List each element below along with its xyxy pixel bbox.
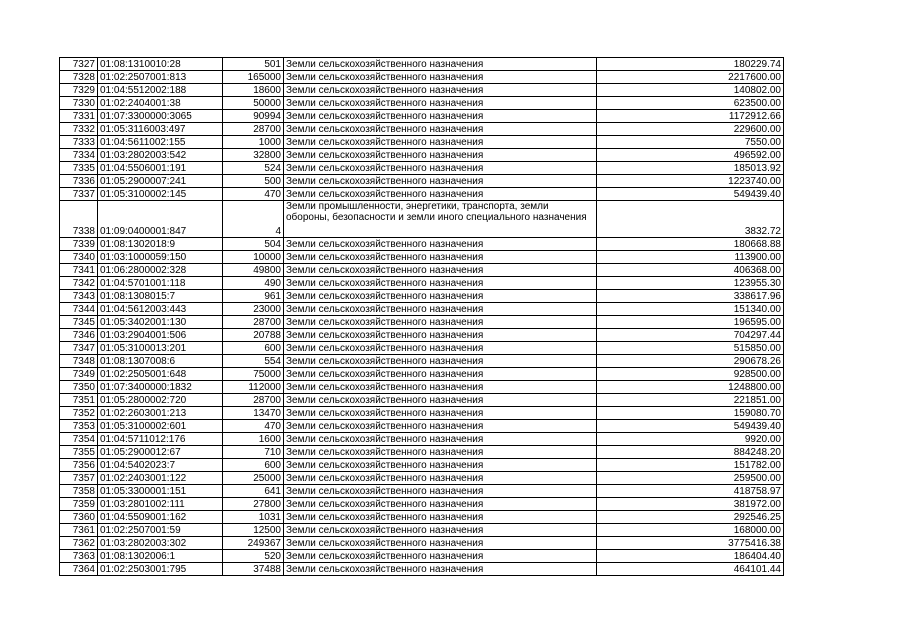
- land-category: Земли сельскохозяйственного назначения: [284, 290, 597, 303]
- area-value: 28700: [223, 316, 284, 329]
- row-number: 7348: [60, 355, 98, 368]
- land-category: Земли сельскохозяйственного назначения: [284, 511, 597, 524]
- area-value: 32800: [223, 149, 284, 162]
- area-value: 28700: [223, 123, 284, 136]
- row-number: 7338: [60, 201, 98, 238]
- row-number: 7350: [60, 381, 98, 394]
- cadastral-number: 01:05:3402001:130: [98, 316, 223, 329]
- area-value: 500: [223, 175, 284, 188]
- table-row: [60, 97, 784, 110]
- area-value: 10000: [223, 251, 284, 264]
- cadastral-number: 01:04:5509001:162: [98, 511, 223, 524]
- cadastral-value: 259500.00: [597, 472, 784, 485]
- cadastral-number: 01:04:5506001:191: [98, 162, 223, 175]
- land-category: Земли сельскохозяйственного назначения: [284, 498, 597, 511]
- cadastral-number: 01:05:2900007:241: [98, 175, 223, 188]
- table-row: [60, 58, 784, 71]
- land-category: Земли сельскохозяйственного назначения: [284, 84, 597, 97]
- cadastral-value: 623500.00: [597, 97, 784, 110]
- cadastral-number: 01:05:3300001:151: [98, 485, 223, 498]
- table-row: [60, 110, 784, 123]
- area-value: 490: [223, 277, 284, 290]
- cadastral-number: 01:03:2802003:542: [98, 149, 223, 162]
- land-category: Земли сельскохозяйственного назначения: [284, 381, 597, 394]
- table-row: [60, 511, 784, 524]
- area-value: 13470: [223, 407, 284, 420]
- area-value: 18600: [223, 84, 284, 97]
- table-row: [60, 524, 784, 537]
- cadastral-number: 01:08:1310010:28: [98, 58, 223, 71]
- table-row: [60, 175, 784, 188]
- cadastral-value: 168000.00: [597, 524, 784, 537]
- area-value: 27800: [223, 498, 284, 511]
- row-number: 7346: [60, 329, 98, 342]
- cadastral-number: 01:06:2800002:328: [98, 264, 223, 277]
- area-value: 23000: [223, 303, 284, 316]
- table-row: [60, 264, 784, 277]
- cadastral-value: 3832.72: [597, 201, 784, 238]
- cadastral-number: 01:04:5711012:176: [98, 433, 223, 446]
- cadastral-number: 01:02:2505001:648: [98, 368, 223, 381]
- cadastral-number: 01:05:2900012:67: [98, 446, 223, 459]
- cadastral-number: 01:08:1308015:7: [98, 290, 223, 303]
- land-registry-table: [59, 57, 784, 576]
- cadastral-number: 01:03:2802003:302: [98, 537, 223, 550]
- cadastral-value: 464101.44: [597, 563, 784, 576]
- cadastral-number: 01:02:2507001:59: [98, 524, 223, 537]
- land-category: Земли сельскохозяйственного назначения: [284, 342, 597, 355]
- cadastral-value: 549439.40: [597, 420, 784, 433]
- table-row: [60, 303, 784, 316]
- table-row: [60, 123, 784, 136]
- row-number: 7360: [60, 511, 98, 524]
- land-category: Земли сельскохозяйственного назначения: [284, 175, 597, 188]
- row-number: 7354: [60, 433, 98, 446]
- cadastral-number: 01:04:5402023:7: [98, 459, 223, 472]
- cadastral-number: 01:03:2904001:506: [98, 329, 223, 342]
- table-row: [60, 329, 784, 342]
- cadastral-value: 381972.00: [597, 498, 784, 511]
- table-row: [60, 71, 784, 84]
- table-row: [60, 485, 784, 498]
- table-row: [60, 459, 784, 472]
- row-number: 7349: [60, 368, 98, 381]
- table-row: [60, 537, 784, 550]
- cadastral-value: 7550.00: [597, 136, 784, 149]
- cadastral-number: 01:03:2801002:111: [98, 498, 223, 511]
- row-number: 7344: [60, 303, 98, 316]
- cadastral-value: 290678.26: [597, 355, 784, 368]
- row-number: 7345: [60, 316, 98, 329]
- cadastral-value: 884248.20: [597, 446, 784, 459]
- land-category: Земли сельскохозяйственного назначения: [284, 97, 597, 110]
- row-number: 7337: [60, 188, 98, 201]
- table-row: [60, 136, 784, 149]
- land-category: Земли сельскохозяйственного назначения: [284, 433, 597, 446]
- cadastral-number: 01:05:3116003:497: [98, 123, 223, 136]
- land-category: Земли сельскохозяйственного назначения: [284, 472, 597, 485]
- row-number: 7333: [60, 136, 98, 149]
- row-number: 7334: [60, 149, 98, 162]
- table-row: [60, 277, 784, 290]
- cadastral-number: 01:08:1302006:1: [98, 550, 223, 563]
- land-category: Земли сельскохозяйственного назначения: [284, 355, 597, 368]
- row-number: 7329: [60, 84, 98, 97]
- cadastral-number: 01:03:1000059:150: [98, 251, 223, 264]
- cadastral-value: 113900.00: [597, 251, 784, 264]
- area-value: 25000: [223, 472, 284, 485]
- area-value: 961: [223, 290, 284, 303]
- cadastral-number: 01:09:0400001:847: [98, 201, 223, 238]
- land-category: Земли сельскохозяйственного назначения: [284, 459, 597, 472]
- table-row: [60, 149, 784, 162]
- cadastral-number: 01:02:2503001:795: [98, 563, 223, 576]
- area-value: 49800: [223, 264, 284, 277]
- table-row: [60, 290, 784, 303]
- row-number: 7331: [60, 110, 98, 123]
- cadastral-number: 01:04:5512002:188: [98, 84, 223, 97]
- land-category: Земли сельскохозяйственного назначения: [284, 368, 597, 381]
- row-number: 7362: [60, 537, 98, 550]
- cadastral-value: 229600.00: [597, 123, 784, 136]
- area-value: 37488: [223, 563, 284, 576]
- cadastral-value: 2217600.00: [597, 71, 784, 84]
- land-category: Земли сельскохозяйственного назначения: [284, 537, 597, 550]
- cadastral-value: 515850.00: [597, 342, 784, 355]
- table-row: [60, 251, 784, 264]
- cadastral-value: 1172912.66: [597, 110, 784, 123]
- cadastral-number: 01:02:2403001:122: [98, 472, 223, 485]
- land-category: Земли сельскохозяйственного назначения: [284, 420, 597, 433]
- cadastral-number: 01:04:5701001:118: [98, 277, 223, 290]
- cadastral-value: 186404.40: [597, 550, 784, 563]
- row-number: 7332: [60, 123, 98, 136]
- area-value: 165000: [223, 71, 284, 84]
- cadastral-value: 928500.00: [597, 368, 784, 381]
- land-category: Земли промышленности, энергетики, транспорта, земли обороны, безопасности и земли иного специального назначения: [284, 201, 597, 238]
- cadastral-value: 159080.70: [597, 407, 784, 420]
- table-row: [60, 420, 784, 433]
- table-row: [60, 316, 784, 329]
- cadastral-number: 01:04:5611002:155: [98, 136, 223, 149]
- area-value: 470: [223, 188, 284, 201]
- land-category: Земли сельскохозяйственного назначения: [284, 149, 597, 162]
- table-row: [60, 563, 784, 576]
- table-row: [60, 342, 784, 355]
- cadastral-value: 180229.74: [597, 58, 784, 71]
- table-row: [60, 394, 784, 407]
- row-number: 7327: [60, 58, 98, 71]
- area-value: 112000: [223, 381, 284, 394]
- land-category: Земли сельскохозяйственного назначения: [284, 316, 597, 329]
- row-number: 7328: [60, 71, 98, 84]
- land-category: Земли сельскохозяйственного назначения: [284, 407, 597, 420]
- row-number: 7352: [60, 407, 98, 420]
- land-category: Земли сельскохозяйственного назначения: [284, 188, 597, 201]
- row-number: 7340: [60, 251, 98, 264]
- area-value: 504: [223, 238, 284, 251]
- table-row: [60, 433, 784, 446]
- area-value: 501: [223, 58, 284, 71]
- cadastral-value: 3775416.38: [597, 537, 784, 550]
- land-category: Земли сельскохозяйственного назначения: [284, 550, 597, 563]
- cadastral-value: 704297.44: [597, 329, 784, 342]
- land-category: Земли сельскохозяйственного назначения: [284, 71, 597, 84]
- cadastral-number: 01:05:2800002:720: [98, 394, 223, 407]
- area-value: 554: [223, 355, 284, 368]
- table-row: [60, 188, 784, 201]
- area-value: 520: [223, 550, 284, 563]
- row-number: 7343: [60, 290, 98, 303]
- area-value: 50000: [223, 97, 284, 110]
- area-value: 4: [223, 201, 284, 238]
- row-number: 7341: [60, 264, 98, 277]
- table-row: [60, 355, 784, 368]
- land-category: Земли сельскохозяйственного назначения: [284, 58, 597, 71]
- cadastral-number: 01:02:2603001:213: [98, 407, 223, 420]
- table-row: [60, 472, 784, 485]
- cadastral-value: 338617.96: [597, 290, 784, 303]
- land-category: Земли сельскохозяйственного назначения: [284, 524, 597, 537]
- area-value: 524: [223, 162, 284, 175]
- land-category: Земли сельскохозяйственного назначения: [284, 162, 597, 175]
- cadastral-value: 185013.92: [597, 162, 784, 175]
- row-number: 7351: [60, 394, 98, 407]
- row-number: 7330: [60, 97, 98, 110]
- table-row: [60, 368, 784, 381]
- row-number: 7359: [60, 498, 98, 511]
- cadastral-value: 196595.00: [597, 316, 784, 329]
- row-number: 7364: [60, 563, 98, 576]
- table-row: [60, 446, 784, 459]
- table-row: [60, 550, 784, 563]
- cadastral-value: 496592.00: [597, 149, 784, 162]
- row-number: 7358: [60, 485, 98, 498]
- land-category: Земли сельскохозяйственного назначения: [284, 446, 597, 459]
- row-number: 7355: [60, 446, 98, 459]
- cadastral-value: 151340.00: [597, 303, 784, 316]
- cadastral-value: 180668.88: [597, 238, 784, 251]
- cadastral-number: 01:04:5612003:443: [98, 303, 223, 316]
- cadastral-number: 01:07:3400000:1832: [98, 381, 223, 394]
- cadastral-number: 01:08:1302018:9: [98, 238, 223, 251]
- cadastral-number: 01:05:3100002:601: [98, 420, 223, 433]
- cadastral-number: 01:02:2507001:813: [98, 71, 223, 84]
- table-row: [60, 162, 784, 175]
- area-value: 12500: [223, 524, 284, 537]
- land-category: Земли сельскохозяйственного назначения: [284, 485, 597, 498]
- land-category: Земли сельскохозяйственного назначения: [284, 394, 597, 407]
- area-value: 1600: [223, 433, 284, 446]
- cadastral-number: 01:02:2404001:38: [98, 97, 223, 110]
- cadastral-value: 549439.40: [597, 188, 784, 201]
- row-number: 7342: [60, 277, 98, 290]
- row-number: 7339: [60, 238, 98, 251]
- table-row: [60, 381, 784, 394]
- land-category: Земли сельскохозяйственного назначения: [284, 277, 597, 290]
- row-number: 7363: [60, 550, 98, 563]
- cadastral-value: 1248800.00: [597, 381, 784, 394]
- cadastral-value: 221851.00: [597, 394, 784, 407]
- area-value: 641: [223, 485, 284, 498]
- cadastral-value: 123955.30: [597, 277, 784, 290]
- table-row: [60, 238, 784, 251]
- land-category: Земли сельскохозяйственного назначения: [284, 563, 597, 576]
- cadastral-value: 292546.25: [597, 511, 784, 524]
- land-category: Земли сельскохозяйственного назначения: [284, 136, 597, 149]
- land-category: Земли сельскохозяйственного назначения: [284, 110, 597, 123]
- area-value: 1000: [223, 136, 284, 149]
- cadastral-value: 9920.00: [597, 433, 784, 446]
- area-value: 90994: [223, 110, 284, 123]
- row-number: 7361: [60, 524, 98, 537]
- table-row: [60, 498, 784, 511]
- row-number: 7356: [60, 459, 98, 472]
- table-row: [60, 201, 784, 238]
- cadastral-value: 406368.00: [597, 264, 784, 277]
- land-category: Земли сельскохозяйственного назначения: [284, 123, 597, 136]
- area-value: 600: [223, 342, 284, 355]
- cadastral-number: 01:05:3100002:145: [98, 188, 223, 201]
- cadastral-value: 140802.00: [597, 84, 784, 97]
- table-body: [60, 58, 784, 576]
- area-value: 249367: [223, 537, 284, 550]
- land-category: Земли сельскохозяйственного назначения: [284, 264, 597, 277]
- area-value: 600: [223, 459, 284, 472]
- cadastral-number: 01:05:3100013:201: [98, 342, 223, 355]
- row-number: 7353: [60, 420, 98, 433]
- cadastral-value: 1223740.00: [597, 175, 784, 188]
- area-value: 20788: [223, 329, 284, 342]
- land-category: Земли сельскохозяйственного назначения: [284, 238, 597, 251]
- row-number: 7357: [60, 472, 98, 485]
- area-value: 710: [223, 446, 284, 459]
- area-value: 470: [223, 420, 284, 433]
- table-row: [60, 84, 784, 97]
- land-category: Земли сельскохозяйственного назначения: [284, 251, 597, 264]
- row-number: 7347: [60, 342, 98, 355]
- land-category: Земли сельскохозяйственного назначения: [284, 303, 597, 316]
- area-value: 28700: [223, 394, 284, 407]
- area-value: 1031: [223, 511, 284, 524]
- row-number: 7336: [60, 175, 98, 188]
- row-number: 7335: [60, 162, 98, 175]
- cadastral-value: 151782.00: [597, 459, 784, 472]
- area-value: 75000: [223, 368, 284, 381]
- cadastral-number: 01:08:1307008:6: [98, 355, 223, 368]
- cadastral-value: 418758.97: [597, 485, 784, 498]
- table-row: [60, 407, 784, 420]
- cadastral-number: 01:07:3300000:3065: [98, 110, 223, 123]
- land-category: Земли сельскохозяйственного назначения: [284, 329, 597, 342]
